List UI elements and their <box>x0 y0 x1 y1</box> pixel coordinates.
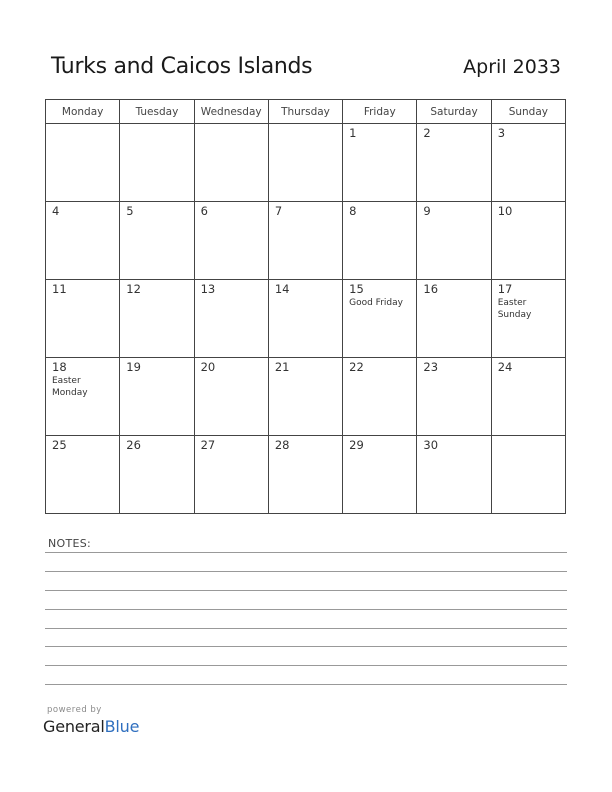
day-number: 19 <box>126 360 141 374</box>
day-cell <box>343 436 417 514</box>
day-cell <box>120 124 194 202</box>
day-number: 16 <box>423 282 439 296</box>
day-number: 24 <box>497 360 513 374</box>
day-cell <box>343 280 417 358</box>
day-number: 21 <box>274 360 290 374</box>
day-number <box>195 124 268 127</box>
day-number: 1 <box>349 126 357 140</box>
day-number <box>120 124 193 127</box>
day-number: 26 <box>126 438 141 452</box>
week-row <box>46 280 566 358</box>
day-number: 2 <box>423 126 431 140</box>
day-cell <box>46 436 120 514</box>
day-cell <box>120 202 194 280</box>
day-number: 18 <box>52 360 67 374</box>
weekday-header: Sunday <box>491 100 565 124</box>
day-cell <box>46 124 120 202</box>
day-cell <box>194 436 268 514</box>
day-cell <box>417 124 491 202</box>
day-number: 8 <box>349 204 357 218</box>
day-number: 12 <box>126 282 141 296</box>
day-number: 27 <box>200 438 216 452</box>
note-line <box>45 552 567 553</box>
day-number: 5 <box>126 204 134 218</box>
week-row <box>46 358 566 436</box>
day-cell <box>268 202 342 280</box>
day-cell <box>268 436 342 514</box>
day-number <box>492 436 565 439</box>
day-number: 10 <box>497 204 513 218</box>
generalblue-logo <box>43 717 139 736</box>
day-number: 29 <box>349 438 364 452</box>
day-cell <box>491 436 565 514</box>
week-row <box>46 202 566 280</box>
note-line <box>45 609 567 610</box>
day-number: 23 <box>423 360 439 374</box>
weekday-header: Monday <box>46 100 120 124</box>
day-cell <box>268 124 342 202</box>
day-number: 30 <box>423 438 439 452</box>
note-line <box>45 646 567 647</box>
day-number: 22 <box>349 360 364 374</box>
day-number: 15 <box>349 282 364 296</box>
day-cell <box>417 202 491 280</box>
day-cell <box>194 124 268 202</box>
holiday-label: Good Friday <box>349 298 403 308</box>
week-row <box>46 124 566 202</box>
day-number: 14 <box>274 282 290 296</box>
week-row <box>46 436 566 514</box>
weekday-header-row <box>46 100 566 124</box>
day-cell <box>491 358 565 436</box>
day-cell <box>417 436 491 514</box>
day-number: 4 <box>52 204 60 218</box>
weekday-header: Saturday <box>417 100 491 124</box>
day-number: 17 <box>497 282 513 296</box>
day-number: 20 <box>200 360 216 374</box>
day-number: 11 <box>52 282 67 296</box>
day-cell <box>343 358 417 436</box>
brand-general: General <box>43 717 105 736</box>
day-cell <box>268 358 342 436</box>
day-cell <box>343 124 417 202</box>
day-number <box>46 124 119 127</box>
day-cell <box>417 280 491 358</box>
weekday-header: Friday <box>343 100 417 124</box>
day-cell <box>194 202 268 280</box>
note-line <box>45 628 567 629</box>
day-cell <box>120 436 194 514</box>
day-cell <box>46 280 120 358</box>
day-cell <box>194 280 268 358</box>
day-number: 28 <box>274 438 290 452</box>
day-cell <box>120 280 194 358</box>
day-cell <box>491 280 565 358</box>
day-cell <box>120 358 194 436</box>
day-cell <box>491 202 565 280</box>
day-cell <box>268 280 342 358</box>
day-cell <box>417 358 491 436</box>
day-number: 6 <box>200 204 208 218</box>
note-line <box>45 684 567 685</box>
holiday-label: Easter Monday <box>52 376 88 398</box>
day-cell <box>343 202 417 280</box>
note-line <box>45 590 567 591</box>
note-line <box>45 571 567 572</box>
holiday-label: Easter Sunday <box>497 298 532 320</box>
day-number: 13 <box>200 282 216 296</box>
calendar-month: April 2033 <box>463 56 561 78</box>
day-cell <box>46 202 120 280</box>
note-line <box>45 665 567 666</box>
day-number: 9 <box>423 204 431 218</box>
brand-blue: Blue <box>104 717 140 736</box>
powered-by-text: powered by <box>47 705 102 715</box>
day-number: 7 <box>274 204 283 218</box>
day-cell <box>194 358 268 436</box>
day-number <box>269 124 342 127</box>
weekday-header: Wednesday <box>194 100 268 124</box>
notes-label: NOTES: <box>48 537 92 550</box>
weekday-header: Thursday <box>268 100 342 124</box>
day-cell <box>491 124 565 202</box>
day-number: 25 <box>52 438 67 452</box>
calendar-grid <box>45 99 566 514</box>
day-cell <box>46 358 120 436</box>
weekday-header: Tuesday <box>120 100 194 124</box>
day-number: 3 <box>497 126 506 140</box>
calendar-title: Turks and Caicos Islands <box>51 54 313 79</box>
